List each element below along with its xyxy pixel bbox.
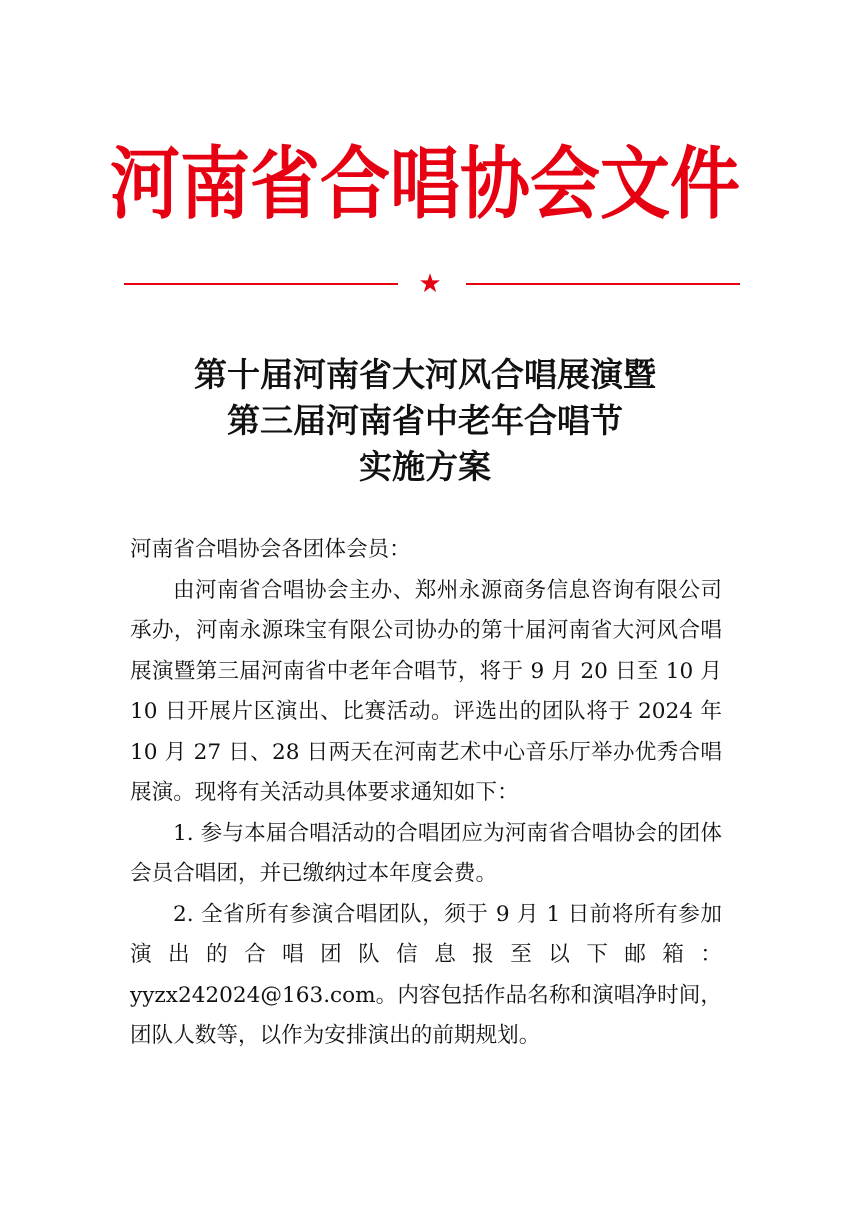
- paragraph-item-1: 1. 参与本届合唱活动的合唱团应为河南省合唱协会的团体会员合唱团，并已缴纳过本年度会费。: [130, 820, 722, 886]
- title-line-1: 第十届河南省大河风合唱展演暨: [194, 355, 656, 394]
- paragraph-item-2: 2. 全省所有参演合唱团队，须于 9 月 1 日前将所有参加演出的合唱团队信息报至以下邮箱：yyzx242024@163.com。内容包括作品名称和演唱净时间，团队人数等，以作为安排演出的前期规划。: [130, 901, 722, 1048]
- title-line-3: 实施方案: [359, 447, 491, 486]
- masthead-rule-left: [124, 283, 398, 285]
- masthead-rule-right: [466, 283, 740, 285]
- document-title: [0, 352, 850, 490]
- title-line-2: 第三届河南省中老年合唱节: [227, 401, 623, 440]
- document-body: [130, 530, 722, 1057]
- paragraph-intro: 由河南省合唱协会主办、郑州永源商务信息咨询有限公司承办，河南永源珠宝有限公司协办的第十届河南省大河风合唱展演暨第三届河南省中老年合唱节，将于 9 月 20 日至 10 月 10 日开展片区演出、比赛活动。评选出的团队将于 2024 年 10 月 27 日、28 日两天在河南艺术中心音乐厅举办优秀合唱展演。现将有关活动具体要求通知如下：: [130, 577, 722, 805]
- salutation: 河南省合唱协会各团体会员：: [130, 537, 411, 562]
- star-icon: ★: [418, 269, 442, 299]
- masthead-title: 河南省合唱协会文件: [110, 138, 740, 230]
